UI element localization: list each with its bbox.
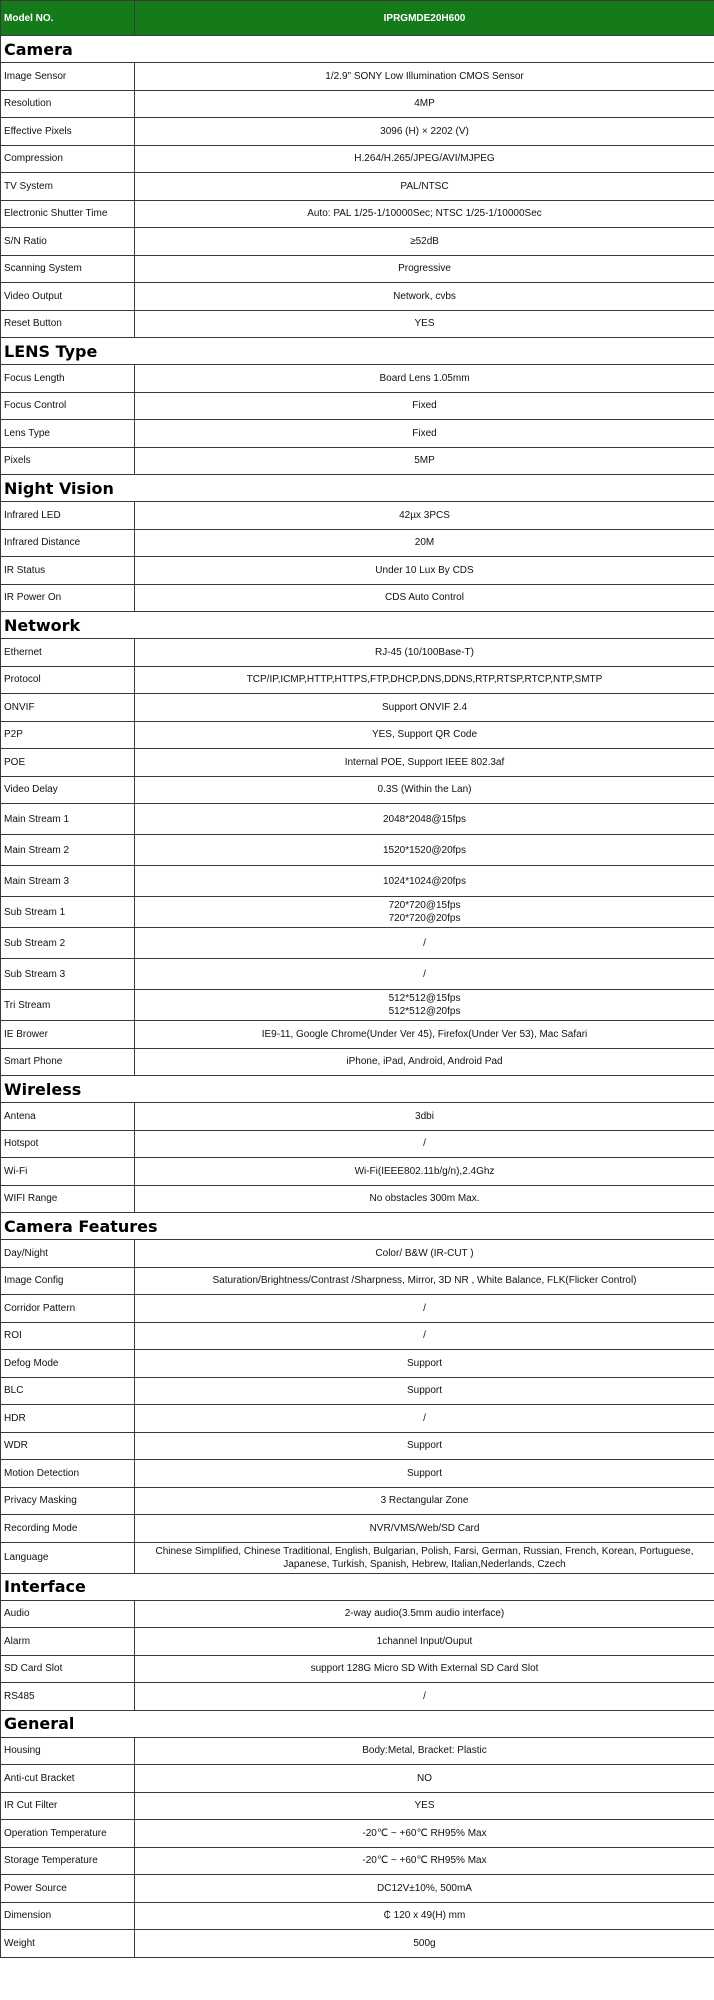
section-title: Interface — [1, 1573, 714, 1600]
spec-value: ₵ 120 x 49(H) mm — [135, 1902, 714, 1930]
spec-value: Support — [135, 1350, 714, 1378]
spec-row — [1, 1765, 714, 1793]
spec-table-body — [1, 1, 714, 1958]
spec-value: / — [135, 1405, 714, 1433]
spec-label: Language — [1, 1542, 135, 1573]
spec-label: ONVIF — [1, 694, 135, 722]
spec-row — [1, 1432, 714, 1460]
spec-row — [1, 1103, 714, 1131]
spec-row — [1, 392, 714, 420]
section-title: Wireless — [1, 1076, 714, 1103]
spec-row — [1, 1683, 714, 1711]
model-header-row — [1, 1, 714, 36]
spec-label: Housing — [1, 1737, 135, 1765]
spec-row — [1, 666, 714, 694]
spec-label: Scanning System — [1, 255, 135, 283]
spec-value: / — [135, 1295, 714, 1323]
section-header-row — [1, 1573, 714, 1600]
section-header-row — [1, 1710, 714, 1737]
spec-row — [1, 1267, 714, 1295]
spec-label: Image Sensor — [1, 63, 135, 91]
spec-value: support 128G Micro SD With External SD Card Slot — [135, 1655, 714, 1683]
spec-value: 2-way audio(3.5mm audio interface) — [135, 1600, 714, 1628]
spec-value: Auto: PAL 1/25-1/10000Sec; NTSC 1/25-1/10000Sec — [135, 200, 714, 228]
spec-value: Support ONVIF 2.4 — [135, 694, 714, 722]
spec-row — [1, 1737, 714, 1765]
spec-label: Pixels — [1, 447, 135, 475]
spec-label: Focus Control — [1, 392, 135, 420]
spec-row — [1, 866, 714, 897]
spec-value: 1channel Input/Ouput — [135, 1628, 714, 1656]
spec-row — [1, 447, 714, 475]
spec-value: Fixed — [135, 420, 714, 448]
spec-label: Sub Stream 3 — [1, 959, 135, 990]
spec-label: Image Config — [1, 1267, 135, 1295]
spec-row — [1, 1048, 714, 1076]
section-header-row — [1, 612, 714, 639]
spec-value: 20M — [135, 529, 714, 557]
spec-row — [1, 584, 714, 612]
spec-row — [1, 1350, 714, 1378]
spec-label: Sub Stream 2 — [1, 928, 135, 959]
spec-value: PAL/NTSC — [135, 173, 714, 201]
spec-label: IE Brower — [1, 1021, 135, 1049]
spec-value: 42µx 3PCS — [135, 502, 714, 530]
spec-label: Ethernet — [1, 639, 135, 667]
spec-label: Storage Temperature — [1, 1847, 135, 1875]
spec-row — [1, 1460, 714, 1488]
spec-label: Privacy Masking — [1, 1487, 135, 1515]
spec-label: Main Stream 3 — [1, 866, 135, 897]
spec-row — [1, 1655, 714, 1683]
spec-row — [1, 90, 714, 118]
spec-label: TV System — [1, 173, 135, 201]
section-header-row — [1, 475, 714, 502]
spec-value: DC12V±10%, 500mA — [135, 1875, 714, 1903]
spec-row — [1, 1487, 714, 1515]
spec-row — [1, 118, 714, 146]
spec-value: 4MP — [135, 90, 714, 118]
spec-label: Smart Phone — [1, 1048, 135, 1076]
spec-value: / — [135, 1683, 714, 1711]
spec-row — [1, 721, 714, 749]
spec-label: Defog Mode — [1, 1350, 135, 1378]
spec-label: Corridor Pattern — [1, 1295, 135, 1323]
spec-value: Internal POE, Support IEEE 802.3af — [135, 749, 714, 777]
section-header-row — [1, 1076, 714, 1103]
spec-value: YES — [135, 1792, 714, 1820]
spec-row — [1, 990, 714, 1021]
spec-label: Video Output — [1, 283, 135, 311]
spec-value: iPhone, iPad, Android, Android Pad — [135, 1048, 714, 1076]
spec-label: Resolution — [1, 90, 135, 118]
spec-label: HDR — [1, 1405, 135, 1433]
spec-value: CDS Auto Control — [135, 584, 714, 612]
spec-row — [1, 835, 714, 866]
spec-label: S/N Ratio — [1, 228, 135, 256]
spec-label: Antena — [1, 1103, 135, 1131]
spec-row — [1, 228, 714, 256]
spec-value: 1/2.9" SONY Low Illumination CMOS Sensor — [135, 63, 714, 91]
spec-value: / — [135, 928, 714, 959]
spec-label: IR Status — [1, 557, 135, 585]
spec-row — [1, 365, 714, 393]
spec-label: Video Delay — [1, 776, 135, 804]
spec-label: ROI — [1, 1322, 135, 1350]
section-title: Night Vision — [1, 475, 714, 502]
spec-label: Focus Length — [1, 365, 135, 393]
spec-value: NO — [135, 1765, 714, 1793]
spec-label: Motion Detection — [1, 1460, 135, 1488]
spec-label: P2P — [1, 721, 135, 749]
spec-value: IE9-11, Google Chrome(Under Ver 45), Firefox(Under Ver 53), Mac Safari — [135, 1021, 714, 1049]
spec-row — [1, 1158, 714, 1186]
spec-value: 2048*2048@15fps — [135, 804, 714, 835]
section-title: Camera — [1, 36, 714, 63]
spec-row — [1, 1902, 714, 1930]
spec-row — [1, 1295, 714, 1323]
spec-value: Fixed — [135, 392, 714, 420]
spec-value: Support — [135, 1460, 714, 1488]
spec-row — [1, 639, 714, 667]
spec-row — [1, 1185, 714, 1213]
spec-row — [1, 749, 714, 777]
spec-label: Tri Stream — [1, 990, 135, 1021]
spec-label: WDR — [1, 1432, 135, 1460]
section-header-row — [1, 36, 714, 63]
spec-value: Wi-Fi(IEEE802.11b/g/n),2.4Ghz — [135, 1158, 714, 1186]
spec-value: 512*512@15fps 512*512@20fps — [135, 990, 714, 1021]
section-title: Camera Features — [1, 1213, 714, 1240]
spec-row — [1, 255, 714, 283]
spec-value: -20℃ ~ +60℃ RH95% Max — [135, 1820, 714, 1848]
spec-value: RJ-45 (10/100Base-T) — [135, 639, 714, 667]
spec-label: Audio — [1, 1600, 135, 1628]
spec-value: Support — [135, 1432, 714, 1460]
spec-label: Compression — [1, 145, 135, 173]
spec-label: SD Card Slot — [1, 1655, 135, 1683]
spec-value: 3096 (H) × 2202 (V) — [135, 118, 714, 146]
spec-value: Progressive — [135, 255, 714, 283]
spec-label: Infrared LED — [1, 502, 135, 530]
spec-value: 0.3S (Within the Lan) — [135, 776, 714, 804]
spec-row — [1, 1021, 714, 1049]
spec-row — [1, 557, 714, 585]
spec-label: Reset Button — [1, 310, 135, 338]
spec-row — [1, 502, 714, 530]
spec-label: Main Stream 1 — [1, 804, 135, 835]
spec-value: 1520*1520@20fps — [135, 835, 714, 866]
spec-label: Infrared Distance — [1, 529, 135, 557]
spec-value: 1024*1024@20fps — [135, 866, 714, 897]
spec-row — [1, 1792, 714, 1820]
spec-value: Saturation/Brightness/Contrast /Sharpness, Mirror, 3D NR , White Balance, FLK(Flicker Control) — [135, 1267, 714, 1295]
spec-value: Chinese Simplified, Chinese Traditional, English, Bulgarian, Polish, Farsi, German, Russian, French, Korean, Portuguese, Japanese, Turkish, Spanish, Hebrew, Italian,Nederlands, Czech — [135, 1542, 714, 1573]
spec-row — [1, 529, 714, 557]
spec-value: NVR/VMS/Web/SD Card — [135, 1515, 714, 1543]
spec-label: POE — [1, 749, 135, 777]
spec-label: IR Cut Filter — [1, 1792, 135, 1820]
spec-label: IR Power On — [1, 584, 135, 612]
spec-label: Protocol — [1, 666, 135, 694]
section-header-row — [1, 338, 714, 365]
spec-value: 720*720@15fps 720*720@20fps — [135, 897, 714, 928]
spec-value: TCP/IP,ICMP,HTTP,HTTPS,FTP,DHCP,DNS,DDNS,RTP,RTSP,RTCP,NTP,SMTP — [135, 666, 714, 694]
spec-label: Wi-Fi — [1, 1158, 135, 1186]
spec-value: Network, cvbs — [135, 283, 714, 311]
spec-label: Effective Pixels — [1, 118, 135, 146]
section-title: General — [1, 1710, 714, 1737]
spec-row — [1, 1405, 714, 1433]
spec-value: Under 10 Lux By CDS — [135, 557, 714, 585]
spec-row — [1, 1240, 714, 1268]
spec-row — [1, 1930, 714, 1958]
spec-value: Body:Metal, Bracket: Plastic — [135, 1737, 714, 1765]
spec-value: / — [135, 1322, 714, 1350]
spec-label: Electronic Shutter Time — [1, 200, 135, 228]
spec-row — [1, 1600, 714, 1628]
section-title: LENS Type — [1, 338, 714, 365]
spec-row — [1, 1515, 714, 1543]
spec-row — [1, 283, 714, 311]
spec-row — [1, 897, 714, 928]
spec-row — [1, 310, 714, 338]
spec-row — [1, 1542, 714, 1573]
spec-value: ≥52dB — [135, 228, 714, 256]
spec-row — [1, 1130, 714, 1158]
spec-label: Weight — [1, 1930, 135, 1958]
spec-row — [1, 959, 714, 990]
spec-row — [1, 63, 714, 91]
spec-row — [1, 1628, 714, 1656]
spec-row — [1, 776, 714, 804]
spec-value: Board Lens 1.05mm — [135, 365, 714, 393]
spec-label: Main Stream 2 — [1, 835, 135, 866]
spec-row — [1, 1377, 714, 1405]
spec-label: Operation Temperature — [1, 1820, 135, 1848]
section-header-row — [1, 1213, 714, 1240]
spec-row — [1, 804, 714, 835]
spec-row — [1, 420, 714, 448]
spec-label: BLC — [1, 1377, 135, 1405]
spec-label: Lens Type — [1, 420, 135, 448]
spec-value: / — [135, 1130, 714, 1158]
spec-label: Power Source — [1, 1875, 135, 1903]
spec-label: Alarm — [1, 1628, 135, 1656]
spec-row — [1, 1820, 714, 1848]
spec-value: YES, Support QR Code — [135, 721, 714, 749]
spec-label: RS485 — [1, 1683, 135, 1711]
spec-row — [1, 1847, 714, 1875]
spec-value: 3dbi — [135, 1103, 714, 1131]
section-title: Network — [1, 612, 714, 639]
spec-value: 3 Rectangular Zone — [135, 1487, 714, 1515]
spec-row — [1, 173, 714, 201]
spec-value: Color/ B&W (IR-CUT ) — [135, 1240, 714, 1268]
spec-row — [1, 928, 714, 959]
spec-label: Dimension — [1, 1902, 135, 1930]
spec-label: Hotspot — [1, 1130, 135, 1158]
spec-label: WIFI Range — [1, 1185, 135, 1213]
spec-row — [1, 1322, 714, 1350]
spec-value: YES — [135, 310, 714, 338]
spec-label: Anti-cut Bracket — [1, 1765, 135, 1793]
spec-row — [1, 694, 714, 722]
spec-row — [1, 200, 714, 228]
spec-value: 500g — [135, 1930, 714, 1958]
spec-value: H.264/H.265/JPEG/AVI/MJPEG — [135, 145, 714, 173]
model-label: Model NO. — [1, 1, 135, 36]
model-value: IPRGMDE20H600 — [135, 1, 714, 36]
spec-value: / — [135, 959, 714, 990]
spec-label: Recording Mode — [1, 1515, 135, 1543]
spec-label: Sub Stream 1 — [1, 897, 135, 928]
spec-row — [1, 145, 714, 173]
spec-label: Day/Night — [1, 1240, 135, 1268]
spec-value: Support — [135, 1377, 714, 1405]
spec-value: No obstacles 300m Max. — [135, 1185, 714, 1213]
spec-value: 5MP — [135, 447, 714, 475]
spec-row — [1, 1875, 714, 1903]
spec-value: -20℃ ~ +60℃ RH95% Max — [135, 1847, 714, 1875]
